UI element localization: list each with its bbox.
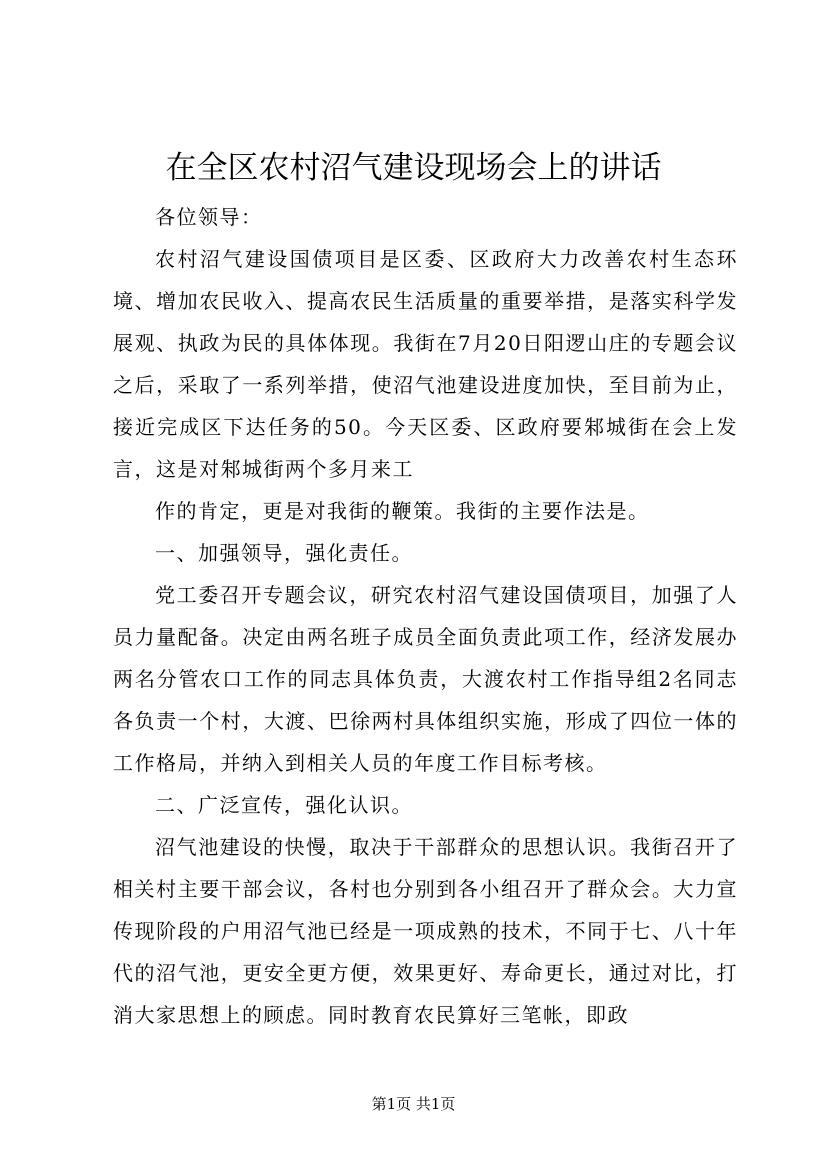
document-body <box>113 196 738 1036</box>
paragraph-continuation: 作的肯定，更是对我街的鞭策。我街的主要作法是。 <box>155 499 650 523</box>
paragraph-intro: 农村沼气建设国债项目是区委、区政府大力改善农村生态环境、增加农民收入、提高农民生活质量的重要举措，是落实科学发展观、执政为民的具体体现。我街在7月20日阳逻山庄的专题会议之后，采取了一系列举措，使沼气池建设进度加快，至目前为止，接近完成区下达任务的50。今天区委、区政府要邾城街在会上发言，这是对邾城街两个多月来工 <box>113 247 738 481</box>
paragraph-section-1: 党工委召开专题会议，研究农村沼气建设国债项目，加强了人员力量配备。决定由两名班子成员全面负责此项工作，经济发展办两名分管农口工作的同志具体负责，大渡农村工作指导组2名同志各负责一个村，大渡、巴徐两村具体组织实施，形成了四位一体的工作格局，并纳入到相关人员的年度工作目标考核。 <box>113 583 738 775</box>
page-number-footer: 第1页 共1页 <box>371 1095 456 1113</box>
document-title: 在全区农村沼气建设现场会上的讲话 <box>165 150 662 186</box>
paragraph-section-2: 沼气池建设的快慢，取决于干部群众的思想认识。我街召开了相关村主要干部会议，各村也分别到各小组召开了群众会。大力宣传现阶段的户用沼气池已经是一项成熟的技术，不同于七、八十年代的沼气池，更安全更方便，效果更好、寿命更长，通过对比，打消大家思想上的顾虑。同时教育农民算好三笔帐，即政 <box>113 835 738 1027</box>
section-heading-2: 二、广泛宣传，强化认识。 <box>155 793 413 817</box>
salutation: 各位领导： <box>155 205 263 229</box>
section-heading-1: 一、加强领导，强化责任。 <box>155 541 413 565</box>
